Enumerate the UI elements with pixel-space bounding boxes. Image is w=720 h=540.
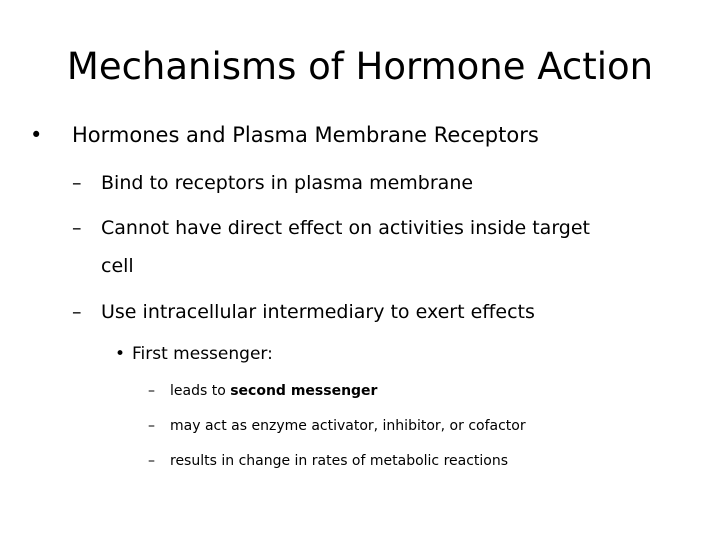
dash-marker: – [148, 418, 155, 434]
bullet-marker: • [115, 344, 126, 364]
subbullet-use-intracellular-intermediary [72, 296, 535, 328]
first-messenger-item-enzyme-activator [148, 413, 526, 439]
item-text: results in change in rates of metabolic reactions [170, 453, 509, 469]
bullet-marker: • [30, 123, 43, 147]
dash-marker: – [72, 172, 82, 194]
dash-marker: – [148, 383, 155, 399]
bullet-text: First messenger: [132, 344, 273, 364]
subbullet-cannot-have-direct-effect-continued: cell [101, 255, 134, 277]
item-text: may act as enzyme activator, inhibitor, or cofactor [170, 418, 526, 434]
first-messenger-item-second-messenger [148, 378, 377, 404]
dash-marker: – [72, 217, 82, 239]
slide-title: Mechanisms of Hormone Action [66, 45, 654, 88]
subbullet-cannot-have-direct-effect [72, 212, 590, 244]
subbullet-text: Cannot have direct effect on activities inside target [101, 217, 590, 239]
item-text-bold: second messenger [230, 383, 378, 399]
dash-marker: – [148, 453, 155, 469]
subbullet-bind-to-receptors [72, 167, 473, 199]
subbullet-text: Bind to receptors in plasma membrane [101, 172, 474, 194]
subbullet-text: Use intracellular intermediary to exert effects [101, 301, 535, 323]
dash-marker: – [72, 301, 82, 323]
item-text: leads to [170, 383, 231, 399]
first-messenger-item-metabolic-reactions [148, 448, 508, 474]
bullet-hormones-plasma-membrane-receptors [30, 118, 539, 152]
bullet-first-messenger [115, 339, 273, 369]
bullet-text: Hormones and Plasma Membrane Receptors [72, 123, 539, 147]
